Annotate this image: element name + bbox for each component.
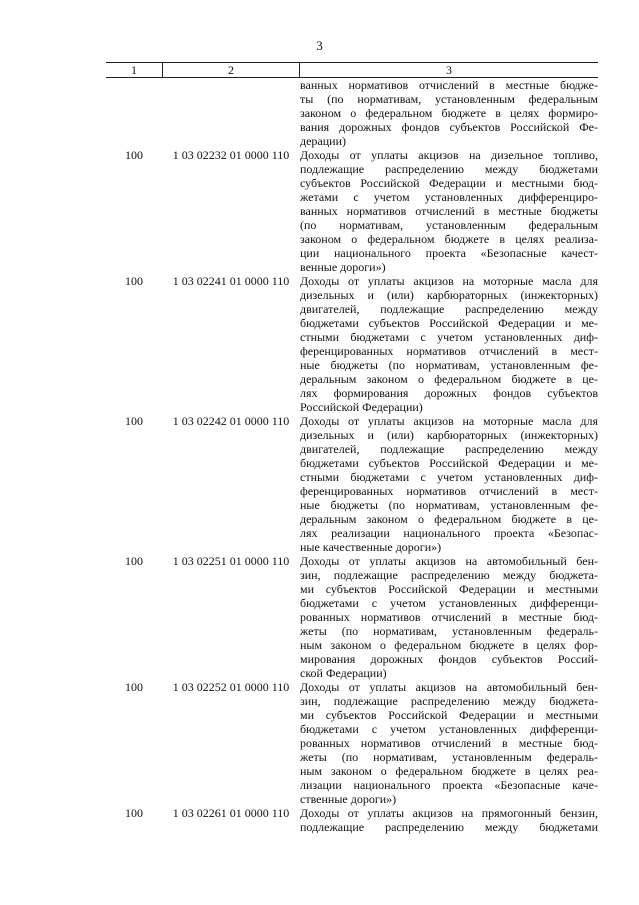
table-row — [106, 414, 598, 554]
description-line: рованных нормативов отчислений в местные бюд- — [300, 610, 598, 624]
description-line: лях формирования дорожных фондов субъектов — [300, 386, 598, 400]
description-line: ным законом о федеральном бюджете в целях фор- — [300, 638, 598, 652]
description-line: дерации) — [300, 134, 347, 148]
table-header-row — [106, 62, 598, 78]
income-code-cell: 1 03 02251 01 0000 110 — [172, 554, 290, 568]
header-col-3: 3 — [299, 63, 598, 77]
table-row — [106, 78, 598, 148]
description-line: жеты (по нормативам, установленным федераль- — [300, 750, 598, 764]
description-line: подлежащие распределению между бюджетами — [300, 820, 598, 834]
description-line: ные бюджеты (по нормативам, установленным фе- — [300, 498, 598, 512]
income-description-cell — [300, 274, 598, 414]
description-line: бюджетами субъектов Российской Федерации и ме- — [300, 456, 598, 470]
page-number: 3 — [316, 38, 323, 53]
description-line: жеты (по нормативам, установленным федераль- — [300, 624, 598, 638]
description-line: венные дороги») — [300, 260, 386, 274]
income-description-cell — [300, 554, 598, 680]
description-line: ные бюджеты (по нормативам, установленным фе- — [300, 358, 598, 372]
description-line: ференцированных нормативов отчислений в мест- — [300, 484, 598, 498]
description-line: ственные дороги») — [300, 792, 397, 806]
description-line: Доходы от уплаты акцизов на автомобильный бен- — [300, 680, 598, 694]
description-line: Доходы от уплаты акцизов на моторные масла для — [300, 274, 598, 288]
admin-code-cell: 100 — [125, 274, 143, 288]
description-line: законом о федеральном бюджете в целях формиро- — [300, 106, 598, 120]
income-description-cell — [300, 680, 598, 806]
description-line: мирования дорожных фондов субъектов Россий- — [300, 652, 598, 666]
table-body — [106, 78, 598, 834]
description-line: жетами с учетом установленных дифференциро- — [300, 190, 598, 204]
description-line: ным законом о федеральном бюджете в целях реа- — [300, 764, 598, 778]
income-code-cell: 1 03 02232 01 0000 110 — [172, 148, 290, 162]
description-line: двигателей, подлежащие распределению между — [300, 442, 598, 456]
income-description-cell — [300, 806, 598, 834]
income-code-cell: 1 03 02241 01 0000 110 — [172, 274, 290, 288]
description-line: Российской Федерации) — [300, 400, 423, 414]
description-line: дизельных и (или) карбюраторных (инжекторных) — [300, 428, 598, 442]
description-line: ванных нормативов отчислений в местные бюдже- — [300, 78, 598, 92]
description-line: деральным законом о федеральном бюджете в це- — [300, 512, 598, 526]
table-row — [106, 680, 598, 806]
description-line: Доходы от уплаты акцизов на автомобильный бен- — [300, 554, 598, 568]
income-description-cell — [300, 414, 598, 554]
description-line: ции национального проекта «Безопасные качест- — [300, 246, 598, 260]
description-line: Доходы от уплаты акцизов на прямогонный бензин, — [300, 806, 598, 820]
table-row — [106, 274, 598, 414]
admin-code-cell: 100 — [125, 680, 143, 694]
description-line: бюджетами с учетом установленных дифференци- — [300, 596, 598, 610]
description-line: ференцированных нормативов отчислений в мест- — [300, 344, 598, 358]
table-row — [106, 806, 598, 834]
description-line: лизации национального проекта «Безопасные каче- — [300, 778, 598, 792]
admin-code-cell: 100 — [125, 554, 143, 568]
description-line: деральным законом о федеральном бюджете в це- — [300, 372, 598, 386]
description-line: бюджетами субъектов Российской Федерации и ме- — [300, 316, 598, 330]
income-codes-table — [106, 62, 598, 834]
description-line: подлежащие распределению между бюджетами — [300, 162, 598, 176]
income-description-cell — [300, 148, 598, 274]
admin-code-cell: 100 — [125, 148, 143, 162]
description-line: лях реализации национального проекта «Безопас- — [300, 526, 598, 540]
description-line: ми субъектов Российской Федерации и местными — [300, 708, 598, 722]
description-line: дизельных и (или) карбюраторных (инжекторных) — [300, 288, 598, 302]
description-line: ской Федерации) — [300, 666, 387, 680]
header-col-1: 1 — [131, 63, 137, 77]
income-description-cell — [300, 78, 598, 148]
description-line: стными бюджетами с учетом установленных диф- — [300, 330, 598, 344]
description-line: рованных нормативов отчислений в местные бюд- — [300, 736, 598, 750]
description-line: субъектов Российской Федерации и местными бюд- — [300, 176, 598, 190]
description-line: зин, подлежащие распределению между бюджета- — [300, 694, 598, 708]
description-line: законом о федеральном бюджете в целях реализа- — [300, 232, 598, 246]
income-code-cell: 1 03 02242 01 0000 110 — [172, 414, 290, 428]
table-row — [106, 554, 598, 680]
description-line: ные качественные дороги») — [300, 540, 442, 554]
description-line: ванных нормативов отчислений в местные бюджеты — [300, 204, 598, 218]
table-row — [106, 148, 598, 274]
description-line: (по нормативам, установленным федеральным — [300, 218, 598, 232]
header-col-2: 2 — [162, 63, 299, 77]
admin-code-cell: 100 — [125, 414, 143, 428]
description-line: ты (по нормативам, установленным федеральным — [300, 92, 598, 106]
description-line: Доходы от уплаты акцизов на дизельное топливо, — [300, 148, 598, 162]
description-line: вания дорожных фондов субъектов Российской Фе- — [300, 120, 598, 134]
description-line: стными бюджетами с учетом установленных диф- — [300, 470, 598, 484]
admin-code-cell: 100 — [125, 806, 143, 820]
income-code-cell: 1 03 02252 01 0000 110 — [172, 680, 290, 694]
description-line: зин, подлежащие распределению между бюджета- — [300, 568, 598, 582]
description-line: ми субъектов Российской Федерации и местными — [300, 582, 598, 596]
income-code-cell: 1 03 02261 01 0000 110 — [172, 806, 290, 820]
description-line: Доходы от уплаты акцизов на моторные масла для — [300, 414, 598, 428]
description-line: двигателей, подлежащие распределению между — [300, 302, 598, 316]
description-line: бюджетами с учетом установленных дифференци- — [300, 722, 598, 736]
